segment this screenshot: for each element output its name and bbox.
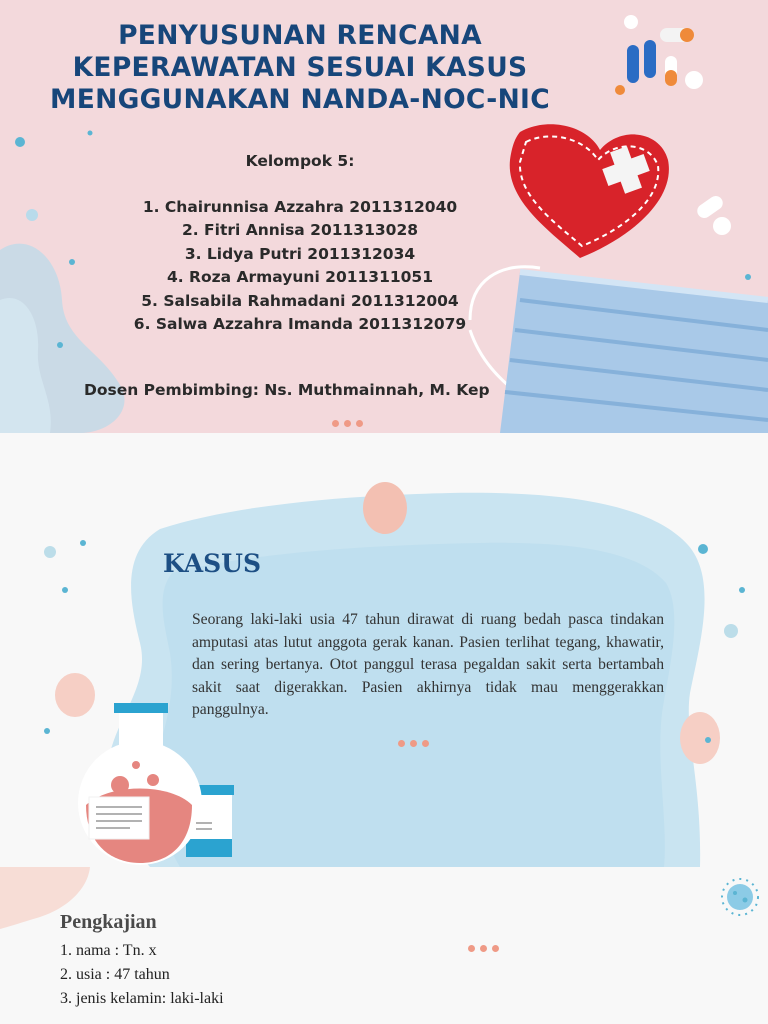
title-line: KEPERAWATAN SESUAI KASUS [72, 52, 528, 83]
dot-shape [698, 544, 708, 554]
member-item: 2. Fitri Annisa 2011313028 [181, 221, 419, 240]
dot-shape [57, 342, 63, 348]
assessment-heading: Pengkajian [60, 911, 157, 933]
dot [398, 740, 405, 747]
dot-shape [44, 546, 56, 558]
bacteria-icon [722, 879, 758, 915]
member-item: 4. Roza Armayuni 2011311051 [166, 268, 434, 287]
member-list [0, 196, 600, 336]
case-description: Seorang laki-laki usia 47 tahun dirawat di ruang bedah pasca tindakan amputasi atas lutut anggota gerak kanan. Pasien terlihat tegang, khawatir, dan sering bertanya. Otot panggul terasa pegaldan sakit serta bertambah sakit saat digerakkan. Pasien akhirnya tidak mau menggerakkan panggulnya. [192, 611, 664, 719]
dot-shape [88, 131, 93, 136]
dot-shape [724, 624, 738, 638]
dot-shape [745, 274, 751, 280]
assessment-item: 1. nama : Tn. x [60, 942, 157, 959]
assessment-list [60, 939, 224, 1011]
dots-decoration [468, 937, 504, 956]
dot-shape [44, 728, 50, 734]
dot-shape [62, 587, 68, 593]
member-item: 5. Salsabila Rahmadani 2011312004 [141, 291, 459, 310]
dot-shape [80, 540, 86, 546]
dot [356, 420, 363, 427]
dot-shape [705, 737, 711, 743]
dot [332, 420, 339, 427]
case-heading: KASUS [163, 549, 262, 578]
dot [480, 945, 487, 952]
dot [492, 945, 499, 952]
title-slide [0, 0, 768, 433]
assessment-item: 3. jenis kelamin: laki-laki [60, 990, 224, 1007]
member-item: 1. Chairunnisa Azzahra 2011312040 [142, 198, 458, 216]
dots-decoration [398, 732, 434, 751]
dot-shape [739, 587, 745, 593]
member-item: 6. Salwa Azzahra Imanda 2011312079 [133, 314, 467, 333]
group-label: Kelompok 5: [245, 152, 355, 170]
title-line: MENGGUNAKAN NANDA-NOC-NIC [50, 84, 550, 115]
supervisor-text: Dosen Pembimbing: Ns. Muthmainnah, M. Kep [84, 381, 490, 399]
assessment-slide [0, 867, 768, 1024]
case-slide [0, 433, 768, 867]
dot-shape [15, 137, 25, 147]
dot [468, 945, 475, 952]
member-item: 3. Lidya Putri 2011312034 [184, 244, 416, 263]
blob-shape [680, 712, 720, 764]
blob-shape [55, 673, 95, 717]
dot [344, 420, 351, 427]
dot [410, 740, 417, 747]
blob-shape [363, 482, 407, 534]
title-line: PENYUSUNAN RENCANA [118, 20, 482, 51]
dots-decoration [332, 412, 368, 431]
slide-title [0, 20, 600, 116]
assessment-item: 2. usia : 47 tahun [60, 966, 170, 983]
dot [422, 740, 429, 747]
